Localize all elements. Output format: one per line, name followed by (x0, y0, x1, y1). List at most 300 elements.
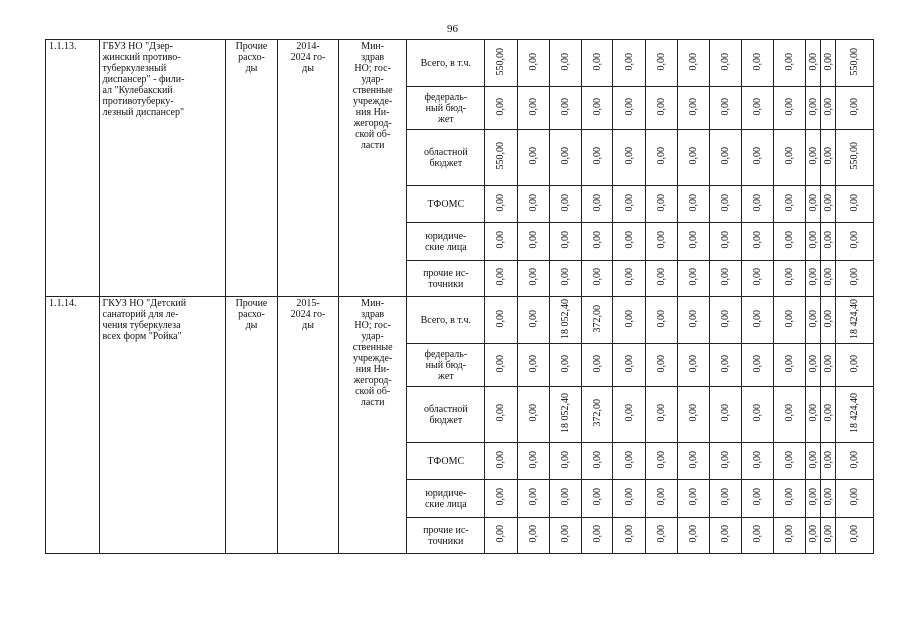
funding-source-line: точники (428, 278, 464, 290)
amount-cell (485, 387, 517, 443)
institution-name (103, 41, 222, 118)
amount-value: 0,00 (527, 404, 539, 422)
amount-cell (741, 223, 773, 261)
institution-name-line: диспансер" - фили- (102, 74, 185, 85)
amount-cell (582, 186, 613, 223)
expense-type-cell (225, 297, 278, 554)
amount-value: 0,00 (495, 97, 507, 116)
amount-value: 0,00 (784, 450, 796, 469)
funding-source-line: Всего, в т.ч. (420, 57, 472, 69)
expense-type (229, 41, 275, 74)
amount-cell (582, 130, 613, 186)
amount-value: 0,00 (751, 193, 763, 212)
amount-value: 0,00 (807, 354, 819, 373)
amount-cell (773, 87, 805, 130)
amount-cell (582, 40, 613, 87)
amount-cell (517, 344, 549, 387)
amount-value: 0,00 (559, 193, 571, 212)
funding-source (409, 58, 482, 69)
amount-cell (836, 344, 874, 387)
amount-value: 18 424,40 (849, 393, 861, 433)
amount-value: 0,00 (822, 147, 834, 165)
amount-cell (836, 40, 874, 87)
amount-cell (517, 130, 549, 186)
amount-cell (821, 480, 836, 518)
amount-cell (645, 518, 677, 554)
amount-cell (678, 297, 710, 344)
amount-value: 0,00 (495, 309, 507, 328)
amount-cell (613, 130, 645, 186)
amount-value: 0,00 (655, 450, 667, 469)
amount-cell (773, 223, 805, 261)
amount-cell (806, 387, 821, 443)
executor-line: ственные (352, 85, 393, 96)
amount-value: 0,00 (822, 309, 834, 328)
amount-cell (582, 261, 613, 297)
amount-value: 0,00 (495, 525, 507, 543)
executor (342, 298, 404, 408)
amount-value: 0,00 (527, 309, 539, 328)
funding-source-line: бюджет (429, 414, 463, 426)
amount-value: 0,00 (807, 309, 819, 328)
funding-source-cell (407, 518, 485, 554)
funding-source-line: ный бюд- (425, 359, 467, 371)
amount-cell (678, 518, 710, 554)
amount-cell (821, 186, 836, 223)
amount-value: 0,00 (655, 488, 667, 506)
amount-cell (836, 261, 874, 297)
amount-cell (549, 387, 581, 443)
amount-value: 0,00 (655, 525, 667, 543)
amount-value: 0,00 (849, 525, 861, 543)
amount-cell (549, 344, 581, 387)
institution-name-line: туберкулезный (102, 63, 167, 74)
funding-source-cell (407, 387, 485, 443)
amount-cell (485, 480, 517, 518)
implementation-period (281, 41, 335, 74)
amount-cell (821, 130, 836, 186)
amount-cell (773, 480, 805, 518)
executor (342, 41, 404, 151)
amount-cell (645, 40, 677, 87)
amount-value: 0,00 (591, 193, 603, 212)
amount-cell (741, 518, 773, 554)
funding-source-cell (407, 297, 485, 344)
amount-value: 0,00 (822, 268, 834, 286)
amount-value: 0,00 (784, 268, 796, 286)
amount-cell (821, 387, 836, 443)
amount-cell (678, 443, 710, 480)
executor-line: Мин- (361, 41, 385, 52)
amount-value: 0,00 (527, 354, 539, 373)
amount-cell (678, 40, 710, 87)
funding-source-line: федераль- (424, 348, 468, 360)
amount-value: 0,00 (655, 193, 667, 212)
amount-value: 0,00 (751, 488, 763, 506)
funding-source (409, 199, 482, 210)
amount-cell (806, 297, 821, 344)
amount-value: 0,00 (559, 52, 571, 71)
amount-value: 0,00 (751, 97, 763, 116)
expense-type-line: ды (245, 63, 258, 74)
amount-cell (485, 297, 517, 344)
institution-name-cell (99, 40, 225, 297)
amount-cell (741, 130, 773, 186)
funding-source-line: ТФОМС (427, 455, 465, 467)
amount-cell (836, 130, 874, 186)
expense-type-line: Прочие (235, 41, 268, 52)
expense-type-cell (225, 40, 278, 297)
amount-value: 0,00 (784, 231, 796, 249)
amount-cell (645, 443, 677, 480)
amount-value: 0,00 (784, 525, 796, 543)
executor-line: ния Ни- (355, 364, 390, 375)
amount-value: 0,00 (719, 147, 731, 165)
amount-value: 0,00 (807, 525, 819, 543)
executor-line: жегород- (353, 118, 392, 129)
item-number: 1.1.13. (46, 40, 100, 297)
amount-cell (613, 518, 645, 554)
amount-cell (549, 130, 581, 186)
funding-source (409, 404, 482, 426)
amount-value: 0,00 (559, 268, 571, 286)
amount-cell (773, 130, 805, 186)
funding-source (409, 92, 482, 125)
amount-cell (485, 261, 517, 297)
amount-cell (582, 480, 613, 518)
institution-name-line: чения туберкулеза (102, 320, 181, 331)
amount-value: 0,00 (688, 52, 700, 71)
amount-cell (549, 443, 581, 480)
amount-cell (821, 344, 836, 387)
amount-cell (821, 40, 836, 87)
funding-source-line: бюджет (429, 157, 463, 169)
amount-cell (485, 223, 517, 261)
amount-cell (517, 40, 549, 87)
amount-cell (710, 40, 741, 87)
amount-cell (710, 518, 741, 554)
amount-value: 0,00 (784, 97, 796, 116)
executor-line: здрав (361, 309, 385, 320)
amount-cell (678, 223, 710, 261)
amount-cell (710, 297, 741, 344)
amount-cell (645, 87, 677, 130)
amount-value: 0,00 (849, 488, 861, 506)
amount-value: 0,00 (784, 193, 796, 212)
funding-source-line: точники (428, 535, 464, 547)
funding-source-line: жет (438, 113, 454, 125)
amount-value: 0,00 (527, 52, 539, 71)
amount-cell (549, 87, 581, 130)
amount-cell (517, 186, 549, 223)
amount-value: 0,00 (591, 525, 603, 543)
amount-value: 0,00 (623, 404, 635, 422)
amount-cell (836, 223, 874, 261)
amount-value: 0,00 (822, 488, 834, 506)
amount-cell (485, 40, 517, 87)
amount-cell (613, 40, 645, 87)
funding-source-line: областной (423, 403, 468, 415)
executor-line: НО; гос- (354, 63, 391, 74)
amount-cell (806, 480, 821, 518)
executor-line: ласти (360, 397, 385, 408)
expense-type-line: расхо- (238, 52, 265, 63)
amount-value: 0,00 (688, 268, 700, 286)
executor-line: НО; гос- (354, 320, 391, 331)
implementation-period-cell (278, 297, 339, 554)
amount-value: 0,00 (849, 450, 861, 469)
amount-value: 0,00 (688, 404, 700, 422)
amount-value: 0,00 (784, 404, 796, 422)
amount-cell (517, 443, 549, 480)
amount-value: 0,00 (559, 231, 571, 249)
amount-cell (645, 261, 677, 297)
amount-value: 0,00 (623, 525, 635, 543)
amount-value: 0,00 (655, 404, 667, 422)
amount-value: 0,00 (527, 450, 539, 469)
amount-cell (806, 87, 821, 130)
amount-value: 0,00 (849, 193, 861, 212)
amount-value: 0,00 (719, 52, 731, 71)
amount-value: 0,00 (623, 309, 635, 328)
amount-cell (517, 387, 549, 443)
amount-cell (836, 387, 874, 443)
amount-value: 0,00 (784, 52, 796, 71)
amount-cell (613, 387, 645, 443)
funding-source-line: Всего, в т.ч. (420, 314, 472, 326)
amount-value: 0,00 (591, 354, 603, 373)
amount-cell (613, 443, 645, 480)
amount-cell (678, 387, 710, 443)
amount-value: 0,00 (719, 231, 731, 249)
amount-value: 0,00 (559, 525, 571, 543)
amount-cell (806, 40, 821, 87)
institution-name-line: ГКУЗ НО "Детский (102, 298, 187, 309)
amount-cell (821, 87, 836, 130)
amount-value: 550,00 (495, 142, 507, 170)
amount-cell (836, 87, 874, 130)
institution-name (103, 298, 222, 342)
amount-cell (645, 130, 677, 186)
amount-cell (645, 297, 677, 344)
funding-source-cell (407, 40, 485, 87)
amount-cell (549, 261, 581, 297)
amount-cell (806, 261, 821, 297)
expense-type-line: ды (245, 320, 258, 331)
amount-cell (582, 443, 613, 480)
expense-type-line: расхо- (238, 309, 265, 320)
amount-cell (549, 186, 581, 223)
expense-type-line: Прочие (235, 298, 268, 309)
institution-name-cell (99, 297, 225, 554)
amount-cell (741, 297, 773, 344)
amount-value: 0,00 (751, 231, 763, 249)
amount-cell (678, 130, 710, 186)
amount-value: 0,00 (822, 193, 834, 212)
amount-value: 0,00 (784, 147, 796, 165)
amount-value: 0,00 (623, 193, 635, 212)
amount-cell (821, 443, 836, 480)
amount-cell (836, 443, 874, 480)
amount-value: 0,00 (784, 354, 796, 373)
amount-value: 0,00 (688, 97, 700, 116)
table-row (46, 297, 874, 344)
amount-value: 0,00 (751, 268, 763, 286)
amount-value: 0,00 (623, 231, 635, 249)
amount-cell (773, 261, 805, 297)
institution-name-line: ал "Кулебакский (102, 85, 173, 96)
funding-source (409, 315, 482, 326)
amount-cell (821, 261, 836, 297)
amount-cell (517, 297, 549, 344)
amount-value: 0,00 (688, 354, 700, 373)
amount-cell (806, 518, 821, 554)
amount-cell (710, 223, 741, 261)
funding-source (409, 525, 482, 547)
amount-value: 0,00 (849, 97, 861, 116)
amount-value: 0,00 (822, 52, 834, 71)
funding-source-line: юридиче- (425, 487, 467, 499)
amount-cell (582, 87, 613, 130)
amount-cell (613, 344, 645, 387)
amount-cell (485, 186, 517, 223)
amount-cell (741, 87, 773, 130)
amount-value: 0,00 (527, 525, 539, 543)
amount-cell (836, 518, 874, 554)
amount-value: 0,00 (495, 450, 507, 469)
amount-value: 0,00 (688, 231, 700, 249)
amount-cell (806, 344, 821, 387)
amount-cell (741, 443, 773, 480)
amount-value: 0,00 (822, 354, 834, 373)
funding-source (409, 268, 482, 290)
amount-cell (806, 130, 821, 186)
amount-cell (806, 223, 821, 261)
implementation-period-cell (278, 40, 339, 297)
amount-cell (613, 87, 645, 130)
funding-source (409, 488, 482, 510)
amount-value: 0,00 (751, 450, 763, 469)
implementation-period (281, 298, 335, 331)
institution-name-line: всех форм "Ройка" (102, 331, 182, 342)
implementation-period-line: ды (302, 320, 314, 331)
amount-value: 0,00 (591, 268, 603, 286)
funding-source (409, 231, 482, 253)
amount-cell (821, 223, 836, 261)
institution-name-line: противотуберку- (102, 96, 174, 107)
amount-cell (773, 186, 805, 223)
amount-cell (806, 443, 821, 480)
funding-table (45, 39, 874, 554)
amount-value: 0,00 (559, 354, 571, 373)
amount-value: 0,00 (655, 309, 667, 328)
amount-value: 0,00 (655, 231, 667, 249)
amount-cell (485, 443, 517, 480)
amount-cell (549, 518, 581, 554)
executor-line: ласти (360, 140, 385, 151)
amount-value: 0,00 (719, 525, 731, 543)
amount-value: 0,00 (807, 404, 819, 422)
amount-cell (582, 387, 613, 443)
funding-source-cell (407, 87, 485, 130)
amount-value: 0,00 (719, 97, 731, 116)
amount-value: 0,00 (527, 231, 539, 249)
amount-cell (613, 186, 645, 223)
amount-cell (773, 518, 805, 554)
amount-cell (645, 186, 677, 223)
amount-value: 0,00 (688, 450, 700, 469)
executor-line: удар- (361, 331, 384, 342)
funding-source-cell (407, 130, 485, 186)
funding-source-line: областной (423, 146, 468, 158)
funding-source (409, 456, 482, 467)
amount-value: 0,00 (719, 193, 731, 212)
executor-line: ской об- (355, 129, 391, 140)
funding-source-line: ТФОМС (427, 198, 465, 210)
amount-cell (710, 186, 741, 223)
amount-cell (773, 387, 805, 443)
amount-cell (549, 480, 581, 518)
amount-value: 0,00 (751, 309, 763, 328)
amount-value: 0,00 (784, 488, 796, 506)
funding-source-cell (407, 186, 485, 223)
amount-cell (741, 40, 773, 87)
funding-source-line: ские лица (424, 241, 467, 253)
amount-cell (582, 344, 613, 387)
implementation-period-line: 2014- (296, 41, 320, 52)
amount-cell (582, 297, 613, 344)
amount-cell (645, 480, 677, 518)
amount-cell (613, 261, 645, 297)
amount-cell (485, 518, 517, 554)
amount-value: 0,00 (807, 488, 819, 506)
amount-value: 0,00 (559, 450, 571, 469)
amount-cell (710, 87, 741, 130)
amount-value: 0,00 (495, 404, 507, 422)
amount-cell (741, 186, 773, 223)
amount-cell (710, 130, 741, 186)
amount-value: 0,00 (807, 450, 819, 469)
amount-value: 0,00 (751, 147, 763, 165)
amount-value: 0,00 (591, 147, 603, 165)
amount-value: 0,00 (623, 450, 635, 469)
amount-value: 0,00 (822, 525, 834, 543)
amount-value: 0,00 (559, 147, 571, 165)
amount-value: 0,00 (719, 488, 731, 506)
amount-value: 0,00 (591, 450, 603, 469)
amount-value: 0,00 (623, 97, 635, 116)
funding-source (409, 349, 482, 382)
amount-cell (645, 387, 677, 443)
amount-value: 0,00 (807, 231, 819, 249)
implementation-period-line: 2024 го- (290, 309, 326, 320)
amount-cell (613, 223, 645, 261)
amount-cell (678, 186, 710, 223)
amount-cell (517, 480, 549, 518)
amount-cell (821, 297, 836, 344)
amount-cell (613, 297, 645, 344)
amount-cell (678, 344, 710, 387)
amount-value: 0,00 (719, 268, 731, 286)
amount-cell (773, 40, 805, 87)
amount-value: 0,00 (751, 52, 763, 71)
amount-value: 0,00 (849, 268, 861, 286)
executor-line: ственные (352, 342, 393, 353)
amount-value: 0,00 (495, 488, 507, 506)
amount-value: 0,00 (623, 354, 635, 373)
funding-source-line: ские лица (424, 498, 467, 510)
amount-cell (710, 480, 741, 518)
